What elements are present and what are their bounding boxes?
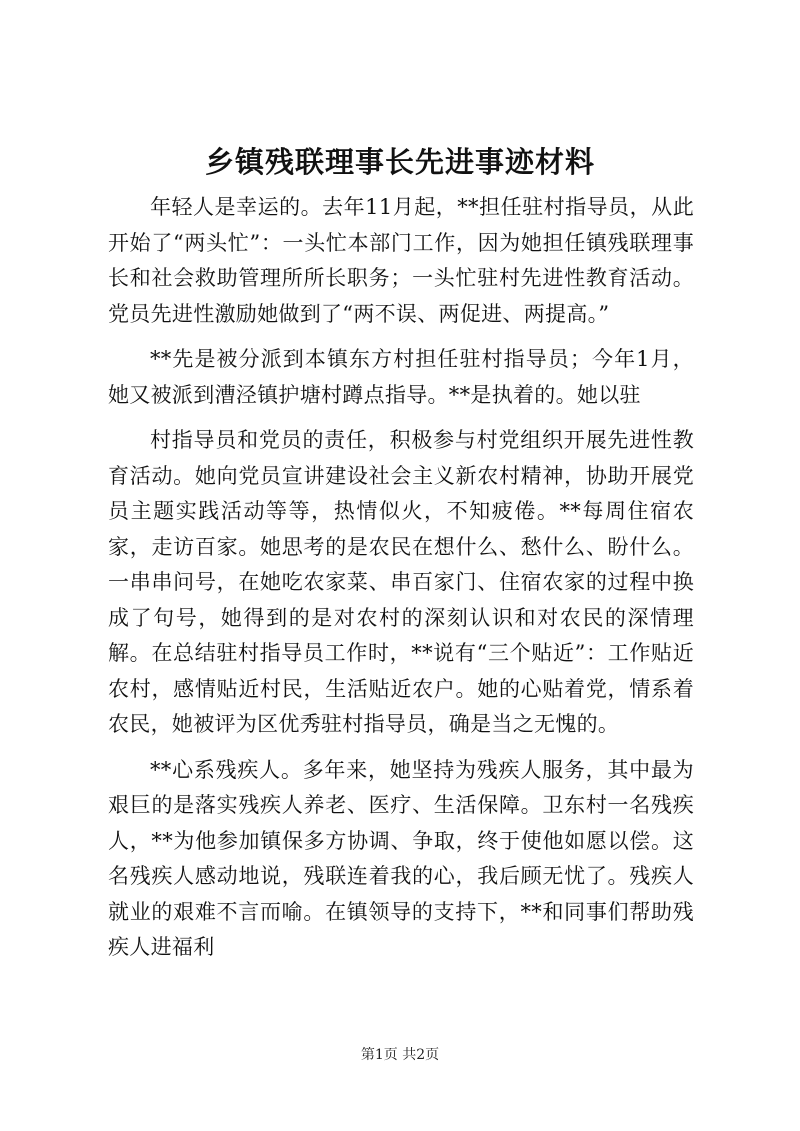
document-body: [108, 190, 694, 976]
page-number-footer: 第1页 共2页: [360, 1047, 440, 1063]
document-title: 乡镇残联理事长先进事迹材料: [204, 145, 595, 179]
paragraph-3: 村指导员和党员的责任，积极参与村党组织开展先进性教育活动。她向党员宣讲建设社会主义新农村精神，协助开展党员主题实践活动等等，热情似火，不知疲倦。**每周住宿农家，走访百家。她思考的是农民在想什么、愁什么、盼什么。一串串问号，在她吃农家菜、串百家门、住宿农家的过程中换成了句号，她得到的是对农村的深刻认识和对农民的深情理解。在总结驻村指导员工作时，**说有“三个贴近”：工作贴近农村，感情贴近村民，生活贴近农户。她的心贴着党，情系着农民，她被评为区优秀驻村指导员，确是当之无愧的。: [108, 428, 694, 736]
paragraph-1: 年轻人是幸运的。去年11月起，**担任驻村指导员，从此开始了“两头忙”：一头忙本部门工作，因为她担任镇残联理事长和社会救助管理所所长职务；一头忙驻村先进性教育活动。党员先进性激励她做到了“两不误、两促进、两提高。”: [108, 195, 694, 326]
paragraph-4: **心系残疾人。多年来，她坚持为残疾人服务，其中最为艰巨的是落实残疾人养老、医疗、生活保障。卫东村一名残疾人，**为他参加镇保多方协调、争取，终于使他如愿以偿。这名残疾人感动地说，残联连着我的心，我后顾无忧了。残疾人就业的艰难不言而喻。在镇领导的支持下，**和同事们帮助残疾人进福利: [108, 757, 694, 959]
paragraph-2: **先是被分派到本镇东方村担任驻村指导员；今年1月，她又被派到漕泾镇护塘村蹲点指导。**是执着的。她以驻: [108, 347, 694, 407]
